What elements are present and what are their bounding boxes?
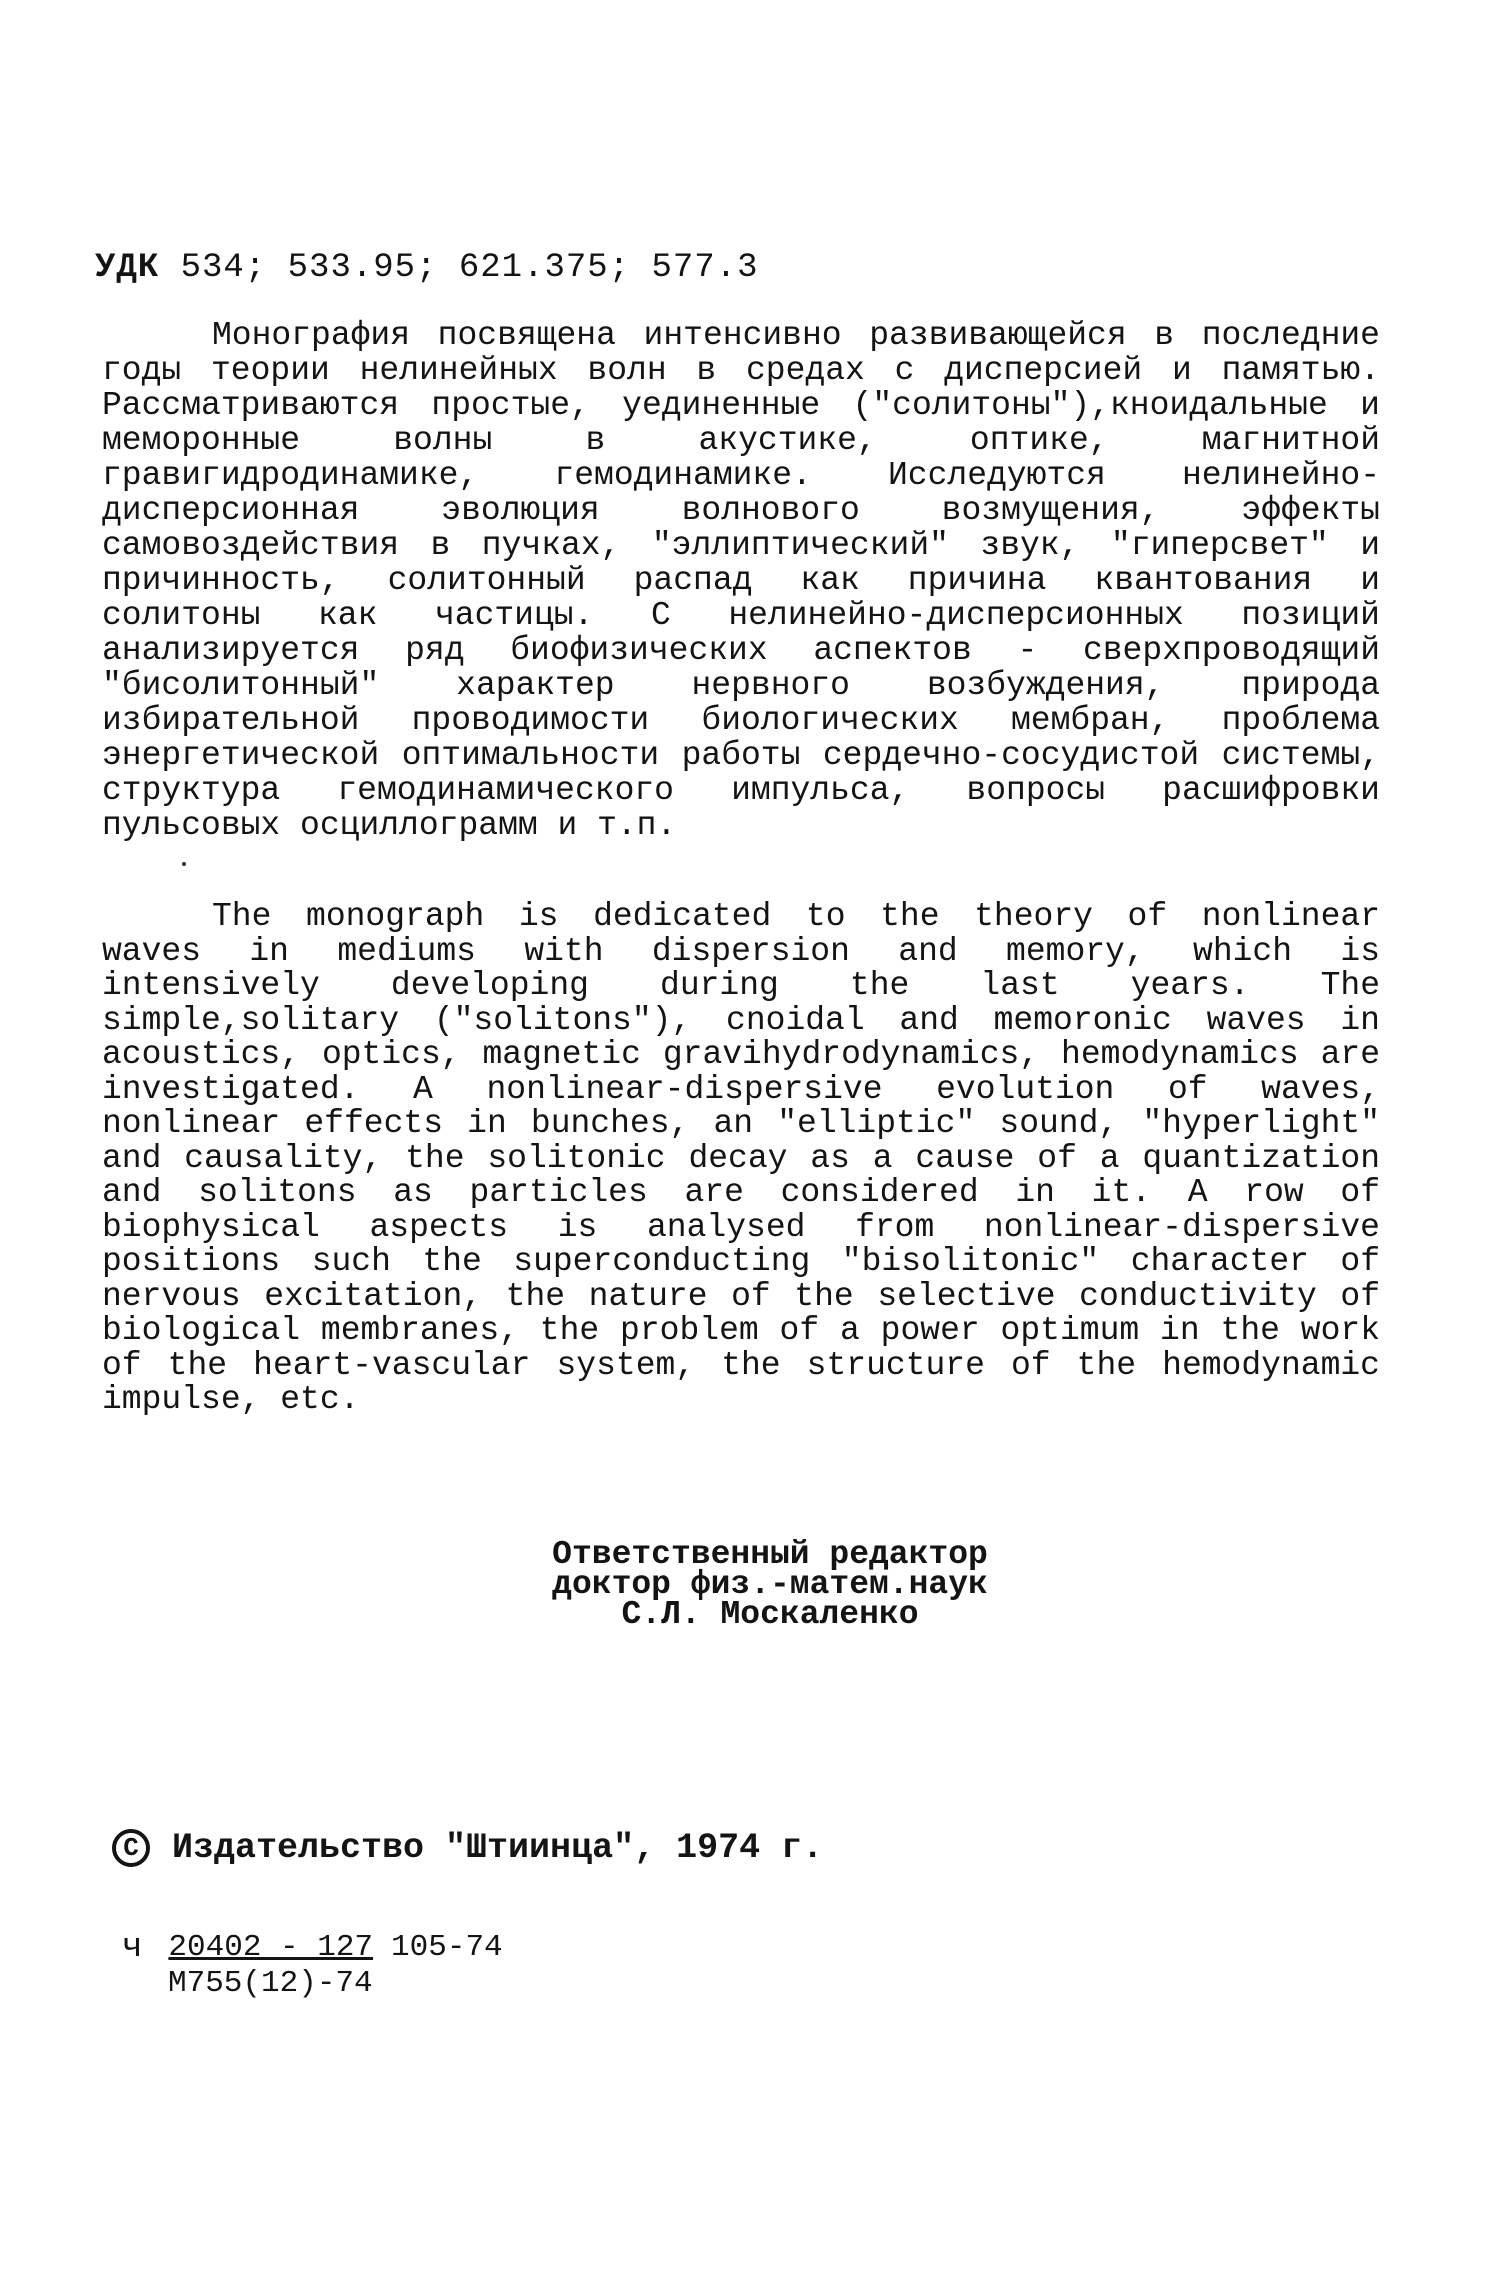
abstract-english: The monograph is dedicated to the theory of nonlinear waves in mediums with dispersion and memory, which is intensively developing during the last years. The simple,solitary ("solitons"), cnoidal and memoronic waves in acoustics, optics, magnetic gravihydrodynamics, hemodynamics are investigated. A nonlinear-dispersive evolution of waves, nonlinear effects in bunches, an "elliptic" sound, "hyperlight" and causality, the solitonic decay as a cause of a quantization and solitons as particles are considered in it. A row of biophysical aspects is analysed from nonlinear-dispersive positions such the superconducting "bisolitonic" character of nervous excitation, the nature of the selective conductivity of biological membranes, the problem of a power optimum in the work of the heart-vascular system, the structure of the hemodynamic impulse, etc. [102,898,1380,1418]
catalog-fraction: 20402 - 127 [168,1930,374,1965]
editor-name: С.Л. Москаленко [621,1596,919,1633]
catalog-prefix: ч [122,1929,143,1967]
editor-role: Ответственный редактор [552,1536,988,1573]
editor-degree: доктор физ.-матем.наук [552,1566,988,1603]
print-speck [182,862,186,866]
copyright-icon: C [112,1829,150,1867]
copyright-line [112,1828,823,1868]
udk-line [95,248,759,288]
responsible-editor [510,1536,1030,1633]
udk-label: УДК [95,249,160,287]
abstract-russian: Монография посвящена интенсивно развивающейся в последние годы теории нелинейных волн в средах с дисперсией и памятью. Рассматриваются простые, уединенные ("солитоны"),кноидальные и меморонные волны в акустике, оптике, магнитной гравигидродинамике, гемодинамике. Исследуются нелинейно-дисперсионная эволюция волнового возмущения, эффекты самовоздействия в пучках, "эллиптический" звук, "гиперсвет" и причинность, солитонный распад как причина квантования и солитоны как частицы. С нелинейно-дисперсионных позиций анализируется ряд биофизических аспектов - сверхпроводящий "бисолитонный" характер нервного возбуждения, природа избирательной проводимости биологических мембран, проблема энергетической оптимальности работы сердечно-сосудистой системы, структура гемодинамического импульса, вопросы расшифровки пульсовых осциллограмм и т.п. [102,317,1380,844]
copyright-text: Издательство "Штиинца", 1974 г. [172,1828,824,1868]
catalog-index [122,1930,503,2002]
udk-codes: 534; 533.95; 621.375; 577.3 [180,249,759,287]
catalog-series: М755(12)-74 [168,1966,373,2001]
catalog-code: 105-74 [391,1930,503,1965]
